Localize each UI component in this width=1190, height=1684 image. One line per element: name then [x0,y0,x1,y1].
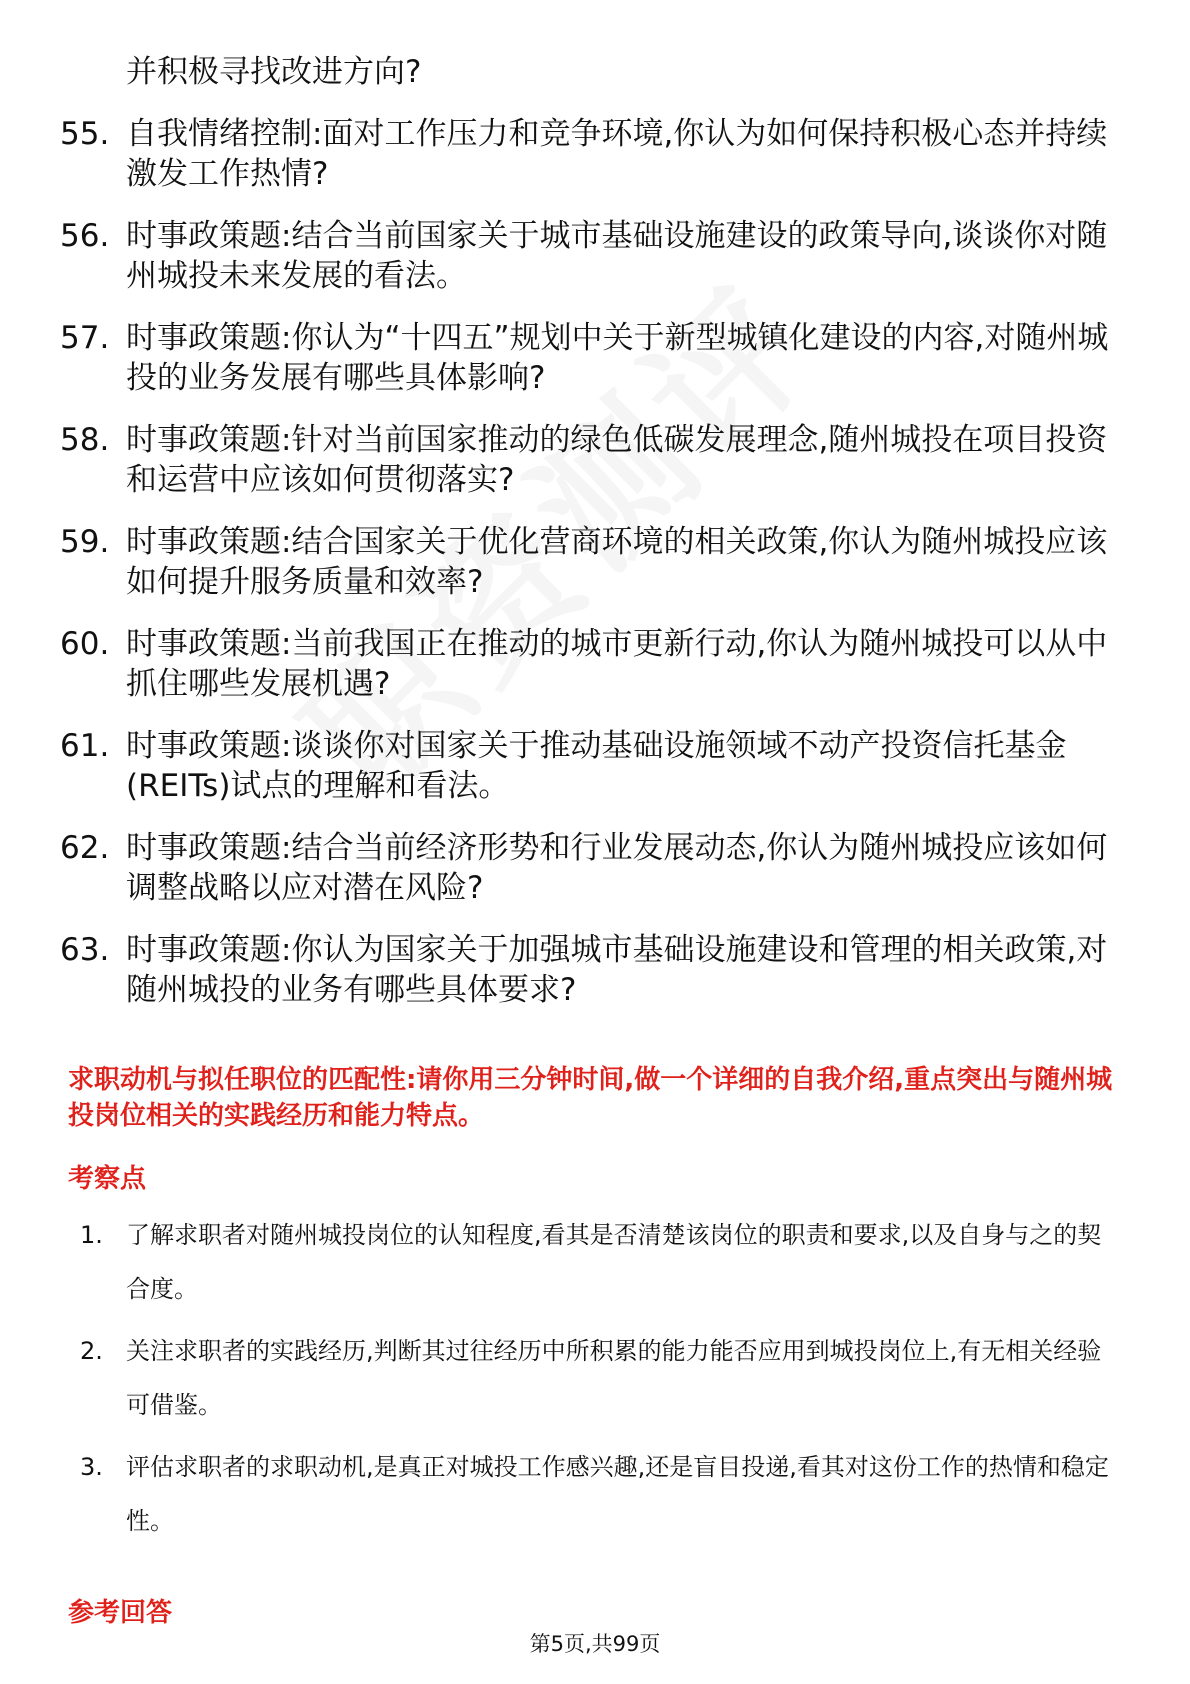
question-number: 63. [60,932,110,968]
question-number: 61. [60,728,110,764]
question-item [60,522,1120,602]
review-point-number: 3. [80,1453,103,1481]
review-point [80,1440,1120,1548]
question-number: 57. [60,320,110,356]
question-item [60,930,1120,1010]
question-text: 时事政策题:结合当前经济形势和行业发展动态,你认为随州城投应该如何调整战略以应对潜在风险? [126,830,1108,906]
question-text: 时事政策题:当前我国正在推动的城市更新行动,你认为随州城投可以从中抓住哪些发展机遇? [126,626,1108,702]
question-text: 时事政策题:结合国家关于优化营商环境的相关政策,你认为随州城投应该如何提升服务质量和效率? [126,524,1108,600]
question-text: 时事政策题:你认为“十四五”规划中关于新型城镇化建设的内容,对随州城投的业务发展有哪些具体影响? [126,320,1109,396]
review-point-text: 关注求职者的实践经历,判断其过往经历中所积累的能力能否应用到城投岗位上,有无相关经验可借鉴。 [126,1337,1102,1419]
review-points-heading: 考察点 [68,1164,147,1194]
review-point [80,1208,1120,1316]
reference-answer-heading: 参考回答 [68,1598,173,1628]
question-text: 自我情绪控制:面对工作压力和竞争环境,你认为如何保持积极心态并持续激发工作热情? [126,116,1108,192]
question-text: 时事政策题:结合当前国家关于城市基础设施建设的政策导向,谈谈你对随州城投未来发展的看法。 [126,218,1108,294]
question-item [60,828,1120,908]
question-text: 时事政策题:谈谈你对国家关于推动基础设施领域不动产投资信托基金(REITs)试点的理解和看法。 [126,728,1067,804]
question-item [60,420,1120,500]
question-number: 60. [60,626,110,662]
question-number: 62. [60,830,110,866]
review-point-text: 了解求职者对随州城投岗位的认知程度,看其是否清楚该岗位的职责和要求,以及自身与之的契合度。 [126,1221,1102,1303]
page-footer: 第5页,共99页 [529,1632,661,1656]
question-number: 58. [60,422,110,458]
highlight-question: 求职动机与拟任职位的匹配性:请你用三分钟时间,做一个详细的自我介绍,重点突出与随州城投岗位相关的实践经历和能力特点。 [68,1065,1113,1131]
review-point-number: 2. [80,1337,103,1365]
review-point [80,1324,1120,1432]
question-text: 时事政策题:针对当前国家推动的绿色低碳发展理念,随州城投在项目投资和运营中应该如何贯彻落实? [126,422,1108,498]
review-point-text: 评估求职者的求职动机,是真正对城投工作感兴趣,还是盲目投递,看其对这份工作的热情和稳定性。 [126,1453,1109,1535]
question-number: 56. [60,218,110,254]
question-number: 59. [60,524,110,560]
question-list [60,52,1120,1032]
question-item [60,216,1120,296]
question-continuation: 并积极寻找改进方向? [126,54,422,90]
review-points-list [80,1208,1120,1556]
question-item [60,114,1120,194]
question-item [60,726,1120,806]
question-number: 55. [60,116,110,152]
review-point-number: 1. [80,1221,103,1249]
question-item [60,624,1120,704]
question-text: 时事政策题:你认为国家关于加强城市基础设施建设和管理的相关政策,对随州城投的业务有哪些具体要求? [126,932,1108,1008]
question-item [60,318,1120,398]
